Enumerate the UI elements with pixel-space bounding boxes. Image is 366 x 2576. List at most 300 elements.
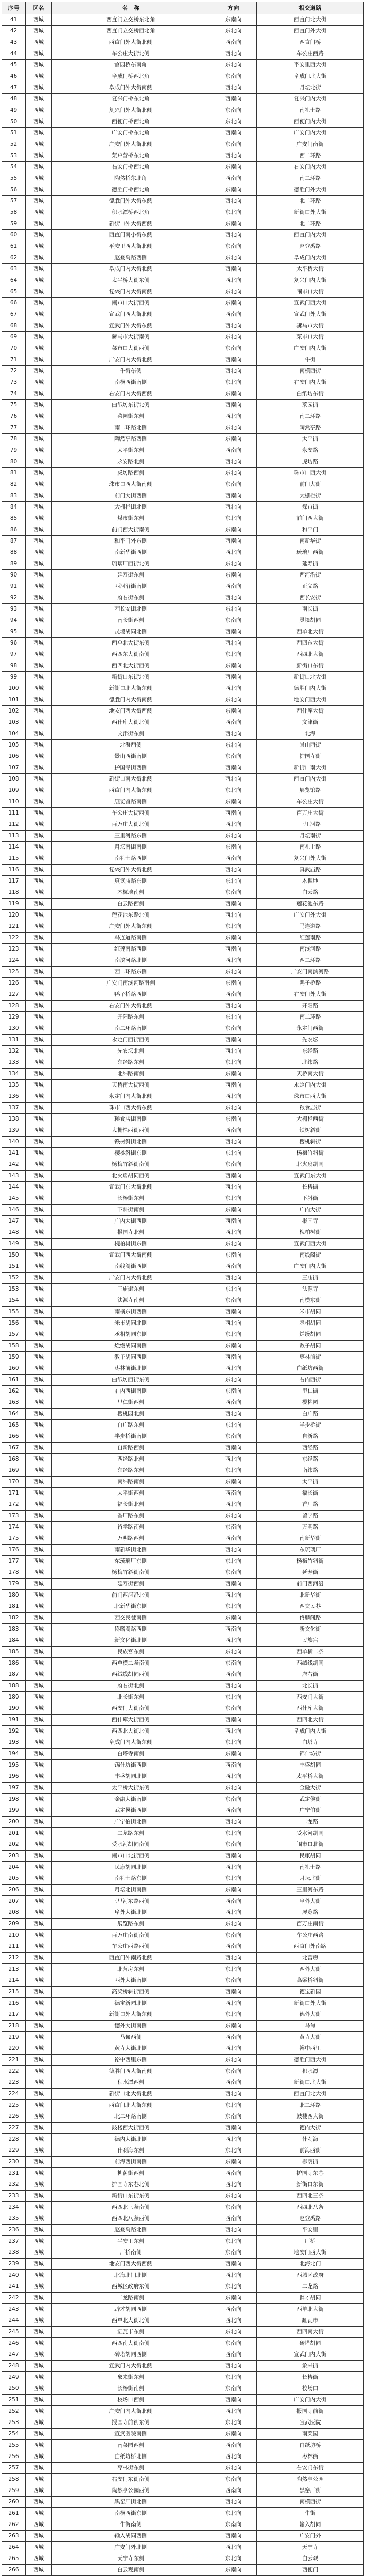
cell-district: 西城 bbox=[26, 298, 52, 309]
cell-no: 121 bbox=[2, 921, 26, 933]
cell-name: 白纸坊桥北侧 bbox=[52, 2451, 210, 2463]
table-row bbox=[2, 808, 364, 819]
table-row bbox=[2, 887, 364, 899]
table-row bbox=[2, 672, 364, 683]
cell-no: 73 bbox=[2, 377, 26, 388]
cell-road: 二龙路 bbox=[257, 2281, 364, 2293]
table-row bbox=[2, 2417, 364, 2429]
cell-no: 235 bbox=[2, 2213, 26, 2225]
cell-direction: 东南向 bbox=[210, 1069, 257, 1080]
cell-direction: 西北向 bbox=[210, 1681, 257, 1692]
cell-direction: 西南向 bbox=[210, 1851, 257, 1862]
cell-district: 西城 bbox=[26, 842, 52, 853]
cell-road: 缸瓦市 bbox=[257, 2315, 364, 2327]
cell-direction: 东南向 bbox=[210, 751, 257, 762]
table-row bbox=[2, 2179, 364, 2191]
cell-district: 西城 bbox=[26, 774, 52, 785]
table-row bbox=[2, 547, 364, 558]
cell-district: 西城 bbox=[26, 762, 52, 774]
cell-no: 128 bbox=[2, 1001, 26, 1012]
table-row bbox=[2, 1817, 364, 1828]
table-row bbox=[2, 1851, 364, 1862]
cell-no: 98 bbox=[2, 660, 26, 672]
cell-direction: 西北向 bbox=[210, 1590, 257, 1601]
table-row bbox=[2, 2293, 364, 2304]
table-row bbox=[2, 1715, 364, 1726]
cell-no: 116 bbox=[2, 865, 26, 876]
table-row bbox=[2, 649, 364, 660]
cell-district: 西城 bbox=[26, 2553, 52, 2565]
cell-name: 积水潭西侧 bbox=[52, 2077, 210, 2089]
cell-name: 百万庄大街北侧 bbox=[52, 819, 210, 831]
cell-direction: 西南向 bbox=[210, 1715, 257, 1726]
cell-direction: 西北向 bbox=[210, 1545, 257, 1556]
cell-road: 东经路 bbox=[257, 1046, 364, 1057]
cell-no: 104 bbox=[2, 728, 26, 740]
cell-direction: 西南向 bbox=[210, 717, 257, 728]
cell-road: 米市胡同 bbox=[257, 1307, 364, 1318]
cell-road: 北海 bbox=[257, 728, 364, 740]
cell-name: 前门西河沿北侧 bbox=[52, 1590, 210, 1601]
cell-name: 武定侯街西侧 bbox=[52, 1805, 210, 1817]
cell-no: 43 bbox=[2, 37, 26, 48]
cell-no: 136 bbox=[2, 1091, 26, 1103]
cell-direction: 东南向 bbox=[210, 2474, 257, 2485]
cell-road: 前门大街 bbox=[257, 479, 364, 490]
cell-road: 虎坊路 bbox=[257, 456, 364, 468]
table-row bbox=[2, 1341, 364, 1352]
cell-road: 自新路 bbox=[257, 1431, 364, 1443]
cell-direction: 西南向 bbox=[210, 808, 257, 819]
cell-name: 文津街东侧 bbox=[52, 728, 210, 740]
cell-district: 西城 bbox=[26, 1907, 52, 1919]
cell-direction: 西南向 bbox=[210, 1125, 257, 1137]
table-row bbox=[2, 2089, 364, 2100]
cell-district: 西城 bbox=[26, 728, 52, 740]
cell-no: 244 bbox=[2, 2315, 26, 2327]
cell-no: 58 bbox=[2, 207, 26, 218]
cell-district: 西城 bbox=[26, 2474, 52, 2485]
table-row bbox=[2, 1307, 364, 1318]
cell-no: 239 bbox=[2, 2259, 26, 2270]
table-row bbox=[2, 196, 364, 207]
table-row bbox=[2, 2497, 364, 2508]
cell-district: 西城 bbox=[26, 1295, 52, 1307]
table-row bbox=[2, 264, 364, 275]
cell-no: 255 bbox=[2, 2440, 26, 2451]
cell-direction: 东北向 bbox=[210, 1329, 257, 1341]
cell-district: 西城 bbox=[26, 853, 52, 865]
cell-direction: 西北向 bbox=[210, 2134, 257, 2145]
cell-district: 西城 bbox=[26, 377, 52, 388]
cell-road: 陶然亭公园 bbox=[257, 2474, 364, 2485]
cell-name: 复兴门外大街北侧 bbox=[52, 105, 210, 116]
cell-name: 闹市口大街西侧 bbox=[52, 298, 210, 309]
table-row bbox=[2, 1057, 364, 1069]
table-row bbox=[2, 660, 364, 672]
cell-road: 白广路 bbox=[257, 1409, 364, 1420]
cell-direction: 东北向 bbox=[210, 2553, 257, 2565]
table-row bbox=[2, 479, 364, 490]
cell-direction: 西南向 bbox=[210, 264, 257, 275]
cell-district: 西城 bbox=[26, 1511, 52, 1522]
cell-direction: 西北向 bbox=[210, 1998, 257, 2009]
cell-name: 广安门南滨河路南侧 bbox=[52, 978, 210, 989]
cell-district: 西城 bbox=[26, 1760, 52, 1771]
table-row bbox=[2, 207, 364, 218]
cell-road: 南二环路 bbox=[257, 411, 364, 422]
cell-road: 西单北大街 bbox=[257, 626, 364, 638]
cell-direction: 西北向 bbox=[210, 865, 257, 876]
table-row bbox=[2, 1227, 364, 1239]
cell-name: 报国寺北侧 bbox=[52, 1227, 210, 1239]
table-row bbox=[2, 434, 364, 445]
cell-name: 樱桃园北侧 bbox=[52, 1409, 210, 1420]
cell-road: 菜市口大街 bbox=[257, 332, 364, 343]
cell-road: 德胜门西大街 bbox=[257, 2055, 364, 2066]
cell-district: 西城 bbox=[26, 1601, 52, 1613]
cell-district: 西城 bbox=[26, 1363, 52, 1375]
cell-no: 117 bbox=[2, 876, 26, 887]
cell-name: 宣武门内大街北侧 bbox=[52, 2361, 210, 2372]
cell-direction: 东北向 bbox=[210, 2236, 257, 2247]
cell-road: 南滨河路 bbox=[257, 944, 364, 955]
cell-name: 南新华街西侧 bbox=[52, 547, 210, 558]
cell-no: 80 bbox=[2, 456, 26, 468]
cell-road: 永安路 bbox=[257, 445, 364, 456]
cell-road: 莲花池东路 bbox=[257, 899, 364, 910]
cell-no: 249 bbox=[2, 2372, 26, 2383]
cell-no: 246 bbox=[2, 2338, 26, 2349]
cell-direction: 东北向 bbox=[210, 1919, 257, 1930]
cell-no: 78 bbox=[2, 434, 26, 445]
cell-direction: 西南向 bbox=[210, 354, 257, 366]
cell-road: 闹市口大街 bbox=[257, 286, 364, 298]
cell-direction: 东北向 bbox=[210, 2372, 257, 2383]
cell-direction: 东南向 bbox=[210, 241, 257, 252]
table-row bbox=[2, 1522, 364, 1533]
cell-direction: 东北向 bbox=[210, 60, 257, 71]
cell-direction: 西南向 bbox=[210, 1307, 257, 1318]
table-row bbox=[2, 309, 364, 320]
cell-name: 珠市口西大街南侧 bbox=[52, 479, 210, 490]
cell-direction: 西北向 bbox=[210, 683, 257, 694]
cell-road: 前海西街 bbox=[257, 2145, 364, 2157]
cell-name: 西四东大街南侧 bbox=[52, 649, 210, 660]
cell-direction: 东南向 bbox=[210, 1295, 257, 1307]
cell-road: 北纬路 bbox=[257, 1057, 364, 1069]
cell-no: 143 bbox=[2, 1171, 26, 1182]
table-row bbox=[2, 2565, 364, 2576]
cell-road: 延寿街 bbox=[257, 1567, 364, 1579]
cell-district: 西城 bbox=[26, 1057, 52, 1069]
cell-name: 广宁伯街北侧 bbox=[52, 1817, 210, 1828]
cell-district: 西城 bbox=[26, 1647, 52, 1658]
cell-direction: 东北向 bbox=[210, 1012, 257, 1023]
cell-no: 207 bbox=[2, 1896, 26, 1907]
cell-district: 西城 bbox=[26, 1669, 52, 1681]
cell-direction: 东北向 bbox=[210, 921, 257, 933]
table-row bbox=[2, 1533, 364, 1545]
table-row bbox=[2, 400, 364, 411]
cell-no: 264 bbox=[2, 2542, 26, 2553]
cell-direction: 东南向 bbox=[210, 2293, 257, 2304]
table-row bbox=[2, 1669, 364, 1681]
table-row bbox=[2, 422, 364, 434]
cell-road: 金融大街 bbox=[257, 1783, 364, 1794]
cell-road: 西便门 bbox=[257, 2565, 364, 2576]
cell-direction: 西南向 bbox=[210, 1805, 257, 1817]
cell-direction: 西北向 bbox=[210, 2497, 257, 2508]
table-row bbox=[2, 2111, 364, 2123]
table-row bbox=[2, 1613, 364, 1624]
cell-no: 101 bbox=[2, 694, 26, 706]
cell-no: 248 bbox=[2, 2361, 26, 2372]
cell-direction: 东北向 bbox=[210, 2009, 257, 2021]
cell-road: 报国寺前街 bbox=[257, 2406, 364, 2417]
cell-direction: 西北向 bbox=[210, 910, 257, 921]
table-row bbox=[2, 1205, 364, 1216]
cell-district: 西城 bbox=[26, 1239, 52, 1250]
cell-name: 自新路西侧 bbox=[52, 1443, 210, 1454]
cell-district: 西城 bbox=[26, 1091, 52, 1103]
table-row bbox=[2, 842, 364, 853]
cell-direction: 东北向 bbox=[210, 785, 257, 796]
cell-name: 西四北大街西侧 bbox=[52, 660, 210, 672]
cell-no: 89 bbox=[2, 558, 26, 570]
table-row bbox=[2, 706, 364, 717]
cell-no: 182 bbox=[2, 1613, 26, 1624]
cell-road: 陶然亭路 bbox=[257, 422, 364, 434]
cell-name: 永安路北侧 bbox=[52, 456, 210, 468]
cell-direction: 西北向 bbox=[210, 2315, 257, 2327]
cell-name: 马甸西侧 bbox=[52, 2032, 210, 2043]
cell-no: 152 bbox=[2, 1273, 26, 1284]
table-row bbox=[2, 2451, 364, 2463]
table-row bbox=[2, 1873, 364, 1885]
cell-direction: 东南向 bbox=[210, 842, 257, 853]
cell-no: 236 bbox=[2, 2225, 26, 2236]
table-row bbox=[2, 1783, 364, 1794]
cell-road: 西长安街 bbox=[257, 592, 364, 604]
cell-no: 93 bbox=[2, 604, 26, 615]
cell-direction: 西北向 bbox=[210, 48, 257, 60]
cell-name: 新文化街北侧 bbox=[52, 1635, 210, 1647]
cell-direction: 西北向 bbox=[210, 1318, 257, 1329]
cell-district: 西城 bbox=[26, 1171, 52, 1182]
cell-name: 永定门内大街北侧 bbox=[52, 1091, 210, 1103]
cell-no: 188 bbox=[2, 1681, 26, 1692]
cell-no: 180 bbox=[2, 1590, 26, 1601]
cell-district: 西城 bbox=[26, 2191, 52, 2202]
cell-district: 西城 bbox=[26, 2315, 52, 2327]
cell-district: 西城 bbox=[26, 1205, 52, 1216]
cell-no: 68 bbox=[2, 320, 26, 332]
cell-no: 118 bbox=[2, 887, 26, 899]
cell-road: 宣武门西大街 bbox=[257, 1239, 364, 1250]
table-row bbox=[2, 1012, 364, 1023]
cell-no: 92 bbox=[2, 592, 26, 604]
cell-direction: 东南向 bbox=[210, 1159, 257, 1171]
table-row bbox=[2, 252, 364, 264]
cell-name: 东经路东侧 bbox=[52, 1465, 210, 1477]
cell-district: 西城 bbox=[26, 955, 52, 967]
cell-road: 正义路 bbox=[257, 581, 364, 592]
cell-no: 237 bbox=[2, 2236, 26, 2247]
cell-no: 232 bbox=[2, 2179, 26, 2191]
cell-district: 西城 bbox=[26, 1556, 52, 1567]
cell-direction: 西北向 bbox=[210, 1273, 257, 1284]
cell-district: 西城 bbox=[26, 343, 52, 354]
cell-direction: 西南向 bbox=[210, 37, 257, 48]
table-row bbox=[2, 1862, 364, 1873]
cell-district: 西城 bbox=[26, 547, 52, 558]
table-row bbox=[2, 1046, 364, 1057]
cell-direction: 东南向 bbox=[210, 139, 257, 150]
cell-road: 天宁寺 bbox=[257, 2542, 364, 2553]
cell-district: 西城 bbox=[26, 207, 52, 218]
cell-road: 杨梅竹斜街 bbox=[257, 1556, 364, 1567]
cell-road: 复兴门外大街 bbox=[257, 853, 364, 865]
table-row bbox=[2, 899, 364, 910]
cell-no: 192 bbox=[2, 1726, 26, 1737]
cell-name: 三里河东路西侧 bbox=[52, 1896, 210, 1907]
cell-road: 德胜门内大街 bbox=[257, 683, 364, 694]
cell-district: 西城 bbox=[26, 536, 52, 547]
cell-no: 185 bbox=[2, 1647, 26, 1658]
table-row bbox=[2, 1919, 364, 1930]
cell-direction: 西北向 bbox=[210, 1046, 257, 1057]
cell-no: 84 bbox=[2, 502, 26, 513]
cell-direction: 西北向 bbox=[210, 2542, 257, 2553]
cell-direction: 东北向 bbox=[210, 1647, 257, 1658]
cell-direction: 东北向 bbox=[210, 1193, 257, 1205]
cell-district: 西城 bbox=[26, 1420, 52, 1431]
cell-district: 西城 bbox=[26, 933, 52, 944]
cell-road: 西直门外南路 bbox=[257, 1941, 364, 1953]
cell-direction: 西北向 bbox=[210, 2089, 257, 2100]
cell-name: 白纸坊东街北侧 bbox=[52, 400, 210, 411]
cell-district: 西城 bbox=[26, 2531, 52, 2542]
header-name: 名 称 bbox=[52, 2, 210, 14]
cell-district: 西城 bbox=[26, 173, 52, 184]
cell-district: 西城 bbox=[26, 2463, 52, 2474]
cell-no: 206 bbox=[2, 1885, 26, 1896]
cell-direction: 西南向 bbox=[210, 445, 257, 456]
cell-name: 里仁街西侧 bbox=[52, 1397, 210, 1409]
cell-road: 广内大街 bbox=[257, 1205, 364, 1216]
cell-no: 66 bbox=[2, 298, 26, 309]
cell-name: 阜成门内大街北侧 bbox=[52, 264, 210, 275]
cell-road: 阜成门北大街 bbox=[257, 71, 364, 82]
cell-name: 白塔寺南侧 bbox=[52, 1749, 210, 1760]
cell-no: 87 bbox=[2, 536, 26, 547]
cell-direction: 东北向 bbox=[210, 252, 257, 264]
cell-name: 西四南大街南侧 bbox=[52, 2338, 210, 2349]
cell-road: 阜成门内大街 bbox=[257, 1726, 364, 1737]
cell-direction: 东北向 bbox=[210, 1828, 257, 1839]
cell-no: 208 bbox=[2, 1907, 26, 1919]
cell-name: 展览馆路南侧 bbox=[52, 796, 210, 808]
cell-direction: 西北向 bbox=[210, 366, 257, 377]
table-row bbox=[2, 2134, 364, 2145]
cell-direction: 东北向 bbox=[210, 1511, 257, 1522]
cell-name: 南长街西侧 bbox=[52, 615, 210, 626]
cell-no: 196 bbox=[2, 1771, 26, 1783]
table-row bbox=[2, 2202, 364, 2213]
table-row bbox=[2, 1375, 364, 1386]
cell-road: 铁树斜街 bbox=[257, 1125, 364, 1137]
cell-district: 西城 bbox=[26, 683, 52, 694]
cell-road: 北新华街 bbox=[257, 1590, 364, 1601]
cell-name: 宣武门外大街东侧 bbox=[52, 320, 210, 332]
cell-name: 米市胡同北侧 bbox=[52, 1318, 210, 1329]
cell-road: 南礼士路 bbox=[257, 842, 364, 853]
cell-district: 西城 bbox=[26, 502, 52, 513]
cell-name: 柳荫街西侧 bbox=[52, 2168, 210, 2179]
cell-road: 广安门外 bbox=[257, 2531, 364, 2542]
cell-district: 西城 bbox=[26, 1465, 52, 1477]
cell-district: 西城 bbox=[26, 2429, 52, 2440]
cell-no: 123 bbox=[2, 944, 26, 955]
table-row bbox=[2, 2315, 364, 2327]
cell-no: 51 bbox=[2, 128, 26, 139]
cell-road: 西什库大街 bbox=[257, 1703, 364, 1715]
cell-district: 西城 bbox=[26, 649, 52, 660]
table-row bbox=[2, 1839, 364, 1851]
cell-name: 白广路东侧 bbox=[52, 1420, 210, 1431]
cell-no: 169 bbox=[2, 1465, 26, 1477]
cell-road: 延寿街 bbox=[257, 558, 364, 570]
cell-road: 宣武医院 bbox=[257, 2417, 364, 2429]
cell-name: 西长安街北侧 bbox=[52, 604, 210, 615]
table-row bbox=[2, 1023, 364, 1035]
cell-direction: 西南向 bbox=[210, 581, 257, 592]
cell-no: 251 bbox=[2, 2395, 26, 2406]
cell-name: 陶然桥东北角 bbox=[52, 173, 210, 184]
cell-district: 西城 bbox=[26, 2372, 52, 2383]
cell-road: 新街口外大街 bbox=[257, 1998, 364, 2009]
cell-name: 永定门西街西侧 bbox=[52, 1035, 210, 1046]
cell-road: 展览路 bbox=[257, 1907, 364, 1919]
cell-no: 119 bbox=[2, 899, 26, 910]
cell-no: 226 bbox=[2, 2111, 26, 2123]
cell-no: 97 bbox=[2, 649, 26, 660]
cell-no: 139 bbox=[2, 1125, 26, 1137]
cell-no: 94 bbox=[2, 615, 26, 626]
table-row bbox=[2, 536, 364, 547]
cell-name: 西直门北大街东侧 bbox=[52, 2100, 210, 2111]
cell-road: 砖塔胡同 bbox=[257, 2338, 364, 2349]
cell-district: 西城 bbox=[26, 2338, 52, 2349]
table-row bbox=[2, 1420, 364, 1431]
cell-district: 西城 bbox=[26, 2225, 52, 2236]
cell-name: 德宝新园北侧 bbox=[52, 1998, 210, 2009]
table-row bbox=[2, 1601, 364, 1613]
table-row bbox=[2, 343, 364, 354]
cell-district: 西城 bbox=[26, 1681, 52, 1692]
cell-district: 西城 bbox=[26, 2100, 52, 2111]
table-row bbox=[2, 626, 364, 638]
table-row bbox=[2, 1329, 364, 1341]
cell-direction: 东北向 bbox=[210, 286, 257, 298]
cell-no: 215 bbox=[2, 1987, 26, 1998]
cell-road: 长椿街 bbox=[257, 2372, 364, 2383]
cell-direction: 西北向 bbox=[210, 819, 257, 831]
cell-name: 虎坊路西侧 bbox=[52, 468, 210, 479]
cell-no: 49 bbox=[2, 105, 26, 116]
table-row bbox=[2, 717, 364, 728]
